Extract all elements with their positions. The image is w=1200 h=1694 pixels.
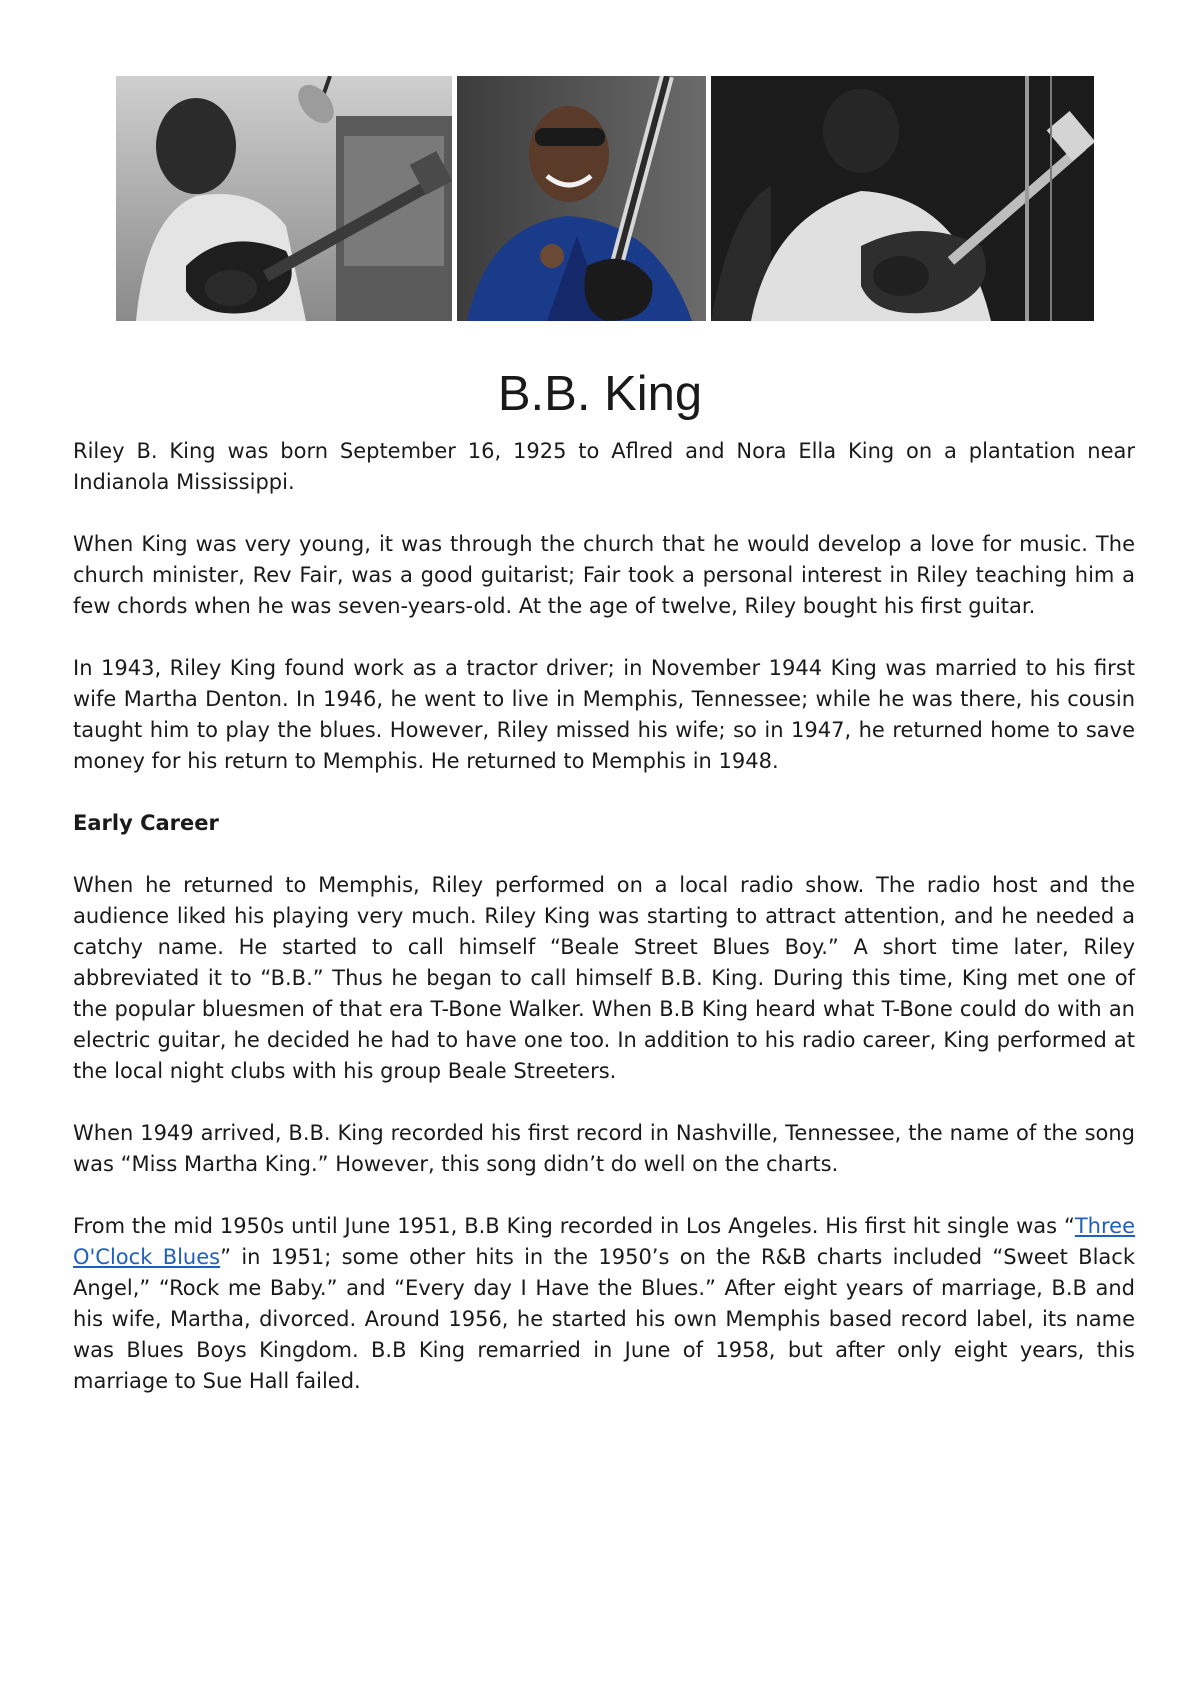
- paragraph-first-record: When 1949 arrived, B.B. King recorded his first record in Nashville, Tennessee, the name of the song was “Miss Martha King.” However, this song didn’t do well on the charts.: [73, 1121, 1135, 1176]
- link-three-oclock-blues[interactable]: Three O'Clock Blues: [73, 1214, 1135, 1269]
- article-body: [73, 436, 1135, 1428]
- paragraph-hits-text-end: ” in 1951; some other hits in the 1950’s on the R&B charts included “Sweet Black Angel,” “Rock me Baby.” and “Every day I Have the Blues.” After eight years of marriage, B.B and his wife, Martha, divorced. Around 1956, he started his own Memphis based record label, its name was Blues Boys Kingdom. B.B King remarried in June of 1958, but after only eight years, this marriage to Sue Hall failed.: [73, 1245, 1135, 1393]
- paragraph-hits-text-start: From the mid 1950s until June 1951, B.B King recorded in Los Angeles. His first hit single was “: [73, 1214, 1075, 1238]
- paragraph-memphis: In 1943, Riley King found work as a tractor driver; in November 1944 King was married to his first wife Martha Denton. In 1946, he went to live in Memphis, Tennessee; while he was there, his cousin taught him to play the blues. However, Riley missed his wife; so in 1947, he returned home to save money for his return to Memphis. He returned to Memphis in 1948.: [73, 656, 1135, 773]
- page-title: B.B. King: [497, 367, 703, 421]
- paragraph-childhood: When King was very young, it was through the church that he would develop a love for music. The church minister, Rev Fair, was a good guitarist; Fair took a personal interest in Riley teaching him a few chords when he was seven-years-old. At the age of twelve, Riley bought his first guitar.: [73, 532, 1135, 618]
- photo-bb-king-playing-stage: [711, 76, 1094, 321]
- photo-bb-king-singing-studio: [116, 76, 452, 321]
- paragraph-birth: Riley B. King was born September 16, 1925 to Aflred and Nora Ella King on a plantation near Indianola Mississippi.: [73, 439, 1135, 494]
- section-heading-early-career: Early Career: [73, 811, 219, 835]
- paragraph-hits: [73, 1211, 1135, 1397]
- paragraph-radio-career: When he returned to Memphis, Riley performed on a local radio show. The radio host and the audience liked his playing very much. Riley King was starting to attract attention, and he needed a catchy name. He started to call himself “Beale Street Blues Boy.” A short time later, Riley abbreviated it to “B.B.” Thus he began to call himself B.B. King. During this time, King met one of the popular bluesmen of that era T-Bone Walker. When B.B King heard what T-Bone could do with an electric guitar, he decided he had to have one too. In addition to his radio career, King performed at the local night clubs with his group Beale Streeters.: [73, 873, 1135, 1083]
- photo-bb-king-smiling-guitar: [457, 76, 706, 321]
